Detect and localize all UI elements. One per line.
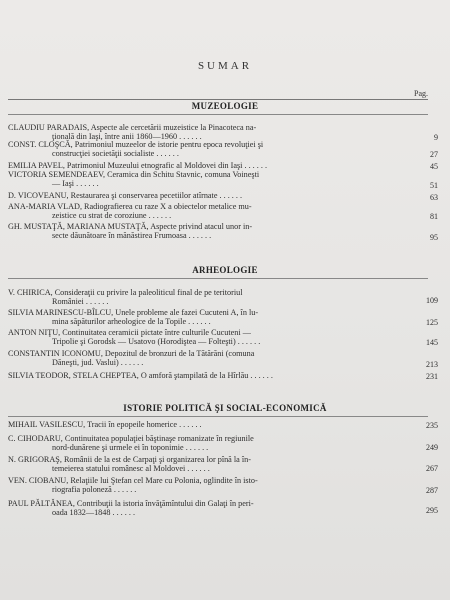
toc-entry: CONST. CLOŞCĂ, Patrimoniul muzeelor de istorie pentru epoca revoluţiei şi construcţiei societăţii socialiste . . . . . . <box>8 140 264 158</box>
toc-entry: VEN. CIOBANU, Relaţiile lui Ştefan cel Mare cu Polonia, oglindite în isto- riografia poloneză . . . . . . <box>8 476 258 494</box>
section-heading-arheologie: ARHEOLOGIE <box>192 265 258 275</box>
toc-page-number: 109 <box>426 296 438 305</box>
toc-page-number: 45 <box>430 162 438 171</box>
page-column-label: Pag. <box>414 89 428 98</box>
toc-entry: ANA-MARIA VLAD, Radiografierea cu raze X a obiectelor metalice mu- zeistice cu strat de coroziune . . . . . . <box>8 202 252 220</box>
toc-entry: ANTON NIŢU, Continuitatea ceramicii pictate între culturile Cucuteni — Tripolie şi Gorodsk — Usatovo (Horodiştea — Folteşti) . . . . . . <box>8 328 261 346</box>
toc-entry: V. CHIRICA, Consideraţii cu privire la paleoliticul final de pe teritoriul României . . . . . . <box>8 288 243 306</box>
toc-entry: GH. MUSTAŢĂ, MARIANA MUSTAŢĂ, Aspecte privind atacul unor in- secte dăunătoare în mănăstirea Frumoasa . . . . . . <box>8 222 253 240</box>
section-heading-muzeologie: MUZEOLOGIE <box>191 101 259 111</box>
toc-entry: VICTORIA SEMENDEAEV, Ceramica din Schitu Stavnic, comuna Voineşti — Iaşi . . . . . . <box>8 170 260 188</box>
toc-page-number: 249 <box>426 443 438 452</box>
toc-page-number: 267 <box>426 464 438 473</box>
toc-page-number: 27 <box>430 150 438 159</box>
section-heading-istorie: ISTORIE POLITICĂ ŞI SOCIAL-ECONOMICĂ <box>123 403 327 413</box>
toc-page-number: 81 <box>430 212 438 221</box>
toc-entry: MIHAIL VASILESCU, Tracii în epopeile homerice . . . . . . <box>8 420 202 429</box>
toc-entry: N. GRIGORAŞ, Românii de la est de Carpaţi şi organizarea lor pînă la în- temeierea statului românesc al Moldovei . . . . . . <box>8 455 251 473</box>
toc-page-number: 235 <box>426 421 438 430</box>
toc-entry: CONSTANTIN ICONOMU, Depozitul de bronzuri de la Tătărăni (comuna Dăneşti, jud. Vaslui) . . . . . . <box>8 349 255 367</box>
toc-entry: CLAUDIU PARADAIS, Aspecte ale cercetării muzeistice la Pinacoteca na- ţională din Iaşi, între anii 1860—1960 . . . . . . <box>8 123 257 141</box>
toc-entry: SILVIA TEODOR, STELA CHEPTEA, O amforă ştampilată de la Hîrlău . . . . . . <box>8 371 273 380</box>
section-rule <box>8 114 428 115</box>
toc-page-number: 95 <box>430 233 438 242</box>
toc-page-number: 9 <box>434 133 438 142</box>
toc-page-number: 51 <box>430 181 438 190</box>
header-rule <box>8 99 428 100</box>
toc-entry: PAUL PĂLTĂNEA, Contribuţii la istoria învăţămîntului din Galaţi în peri- oada 1832—1848 . . . . . . <box>8 499 254 517</box>
toc-entry: SILVIA MARINESCU-BÎLCU, Unele probleme ale fazei Cucuteni A, în lu- mina săpăturilor arheologice de la Topile . . . . . . <box>8 308 259 326</box>
toc-entry: D. VICOVEANU, Restaurarea şi conservarea pecetiilor atîrnate . . . . . . <box>8 191 243 200</box>
toc-page-number: 213 <box>426 360 438 369</box>
toc-page-number: 63 <box>430 193 438 202</box>
toc-page-number: 295 <box>426 506 438 515</box>
section-rule <box>8 278 428 279</box>
toc-page-number: 231 <box>426 372 438 381</box>
toc-entry: EMILIA PAVEL, Patrimoniul Muzeului etnografic al Moldovei din Iaşi . . . . . . <box>8 161 268 170</box>
toc-page-number: 125 <box>426 318 438 327</box>
section-rule <box>8 416 428 417</box>
toc-entry: C. CIHODARU, Continuitatea populaţiei băştinaşe romanizate în regiunile nord-dunărene şi urmele ei în toponimie . . . . . . <box>8 434 254 452</box>
page-title: SUMAR <box>197 60 253 72</box>
toc-page-number: 287 <box>426 486 438 495</box>
toc-page-number: 145 <box>426 338 438 347</box>
